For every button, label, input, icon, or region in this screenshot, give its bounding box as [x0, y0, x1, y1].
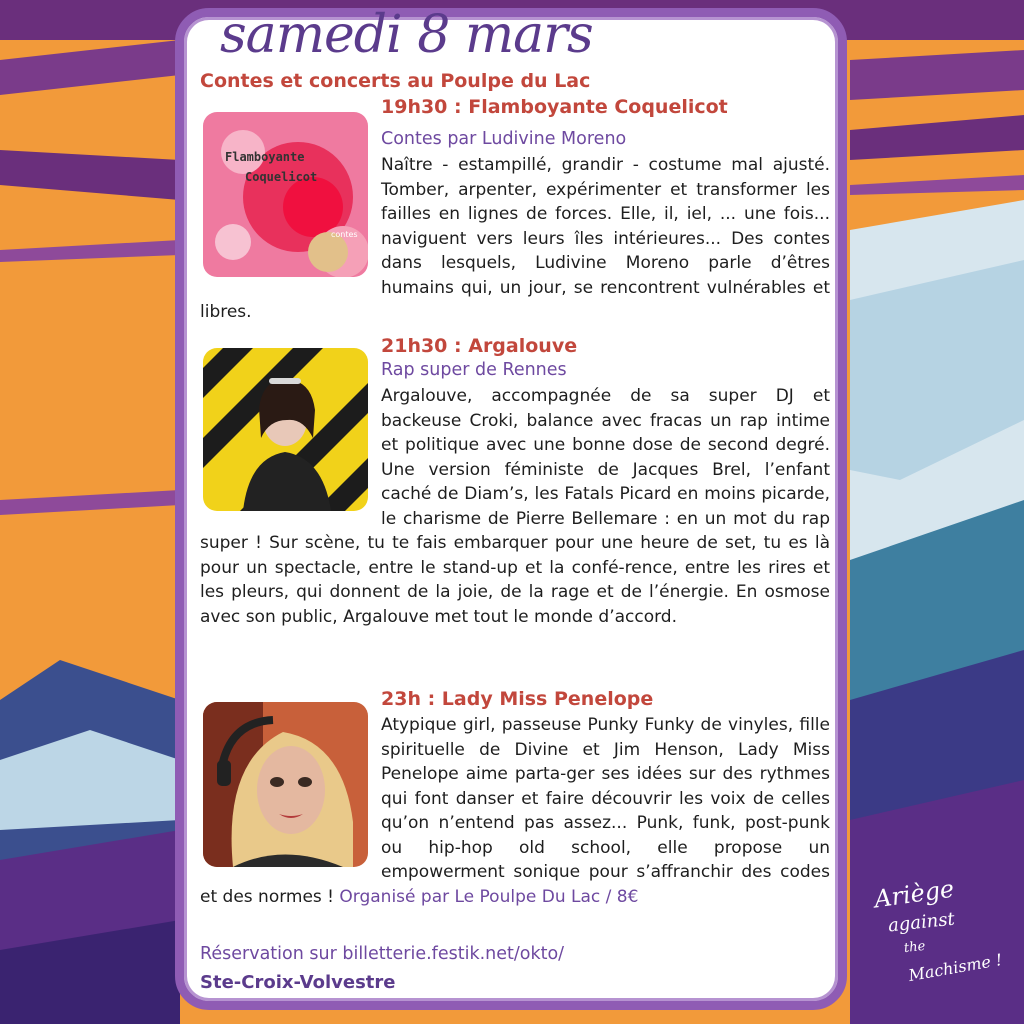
event-location: Ste-Croix-Volvestre [200, 972, 396, 993]
page-title: samedi 8 mars [220, 5, 593, 65]
act-1-title: 19h30 : Flamboyante Coquelicot [381, 96, 728, 118]
act-2-description: Argalouve, accompagnée de sa super DJ et backeuse Croki, balance avec fracas un rap intime et politique avec une bonne dose de second degré. Une version féministe de Jacques Brel, l’enfant caché de Diam’s, les Fatals Picard en moins picarde, le charisme de Pierre Bellemare : en un mot du rap super ! Sur scène, tu te fais embarquer pour une heure de set, tu es là pour un spectacle, entre le stand-up et la confé-rence, entre les rires et les pleurs, qui donnent de la joie, de la rage et de l’énergie. En osmose avec son public, Argalouve met tout le monde d’accord. [200, 386, 830, 627]
organizer-info: Organisé par Le Poulpe Du Lac / 8€ [334, 886, 639, 907]
act-1-genre: Contes par Ludivine Moreno [381, 129, 627, 149]
act-1-description: Naître - estampillé, grandir - costume mal ajusté. Tomber, arpenter, expérimenter et transformer les failles en lignes de forces. Elle, il, iel, ... une fois... naviguent vers leurs îles intérieures... Des contes dans lesquels, Ludivine Moreno parle d’êtres humains qui, un jour, se rencontrent vulnérables et libres. [200, 155, 830, 322]
reservation-info: Réservation sur billetterie.festik.net/okto/ [200, 944, 565, 964]
act-3-title: 23h : Lady Miss Penelope [381, 688, 654, 710]
ariege-against-machisme-logo: Ariège against the Machisme ! [872, 874, 1004, 986]
act-2-genre: Rap super de Rennes [381, 360, 567, 380]
act-1-image-text-2: Coquelicot [245, 170, 318, 184]
act-2-title: 21h30 : Argalouve [381, 335, 578, 357]
act-1-image-text-1: Flamboyante [225, 150, 305, 164]
act-3-description: Atypique girl, passeuse Punky Funky de vinyles, fille spirituelle de Divine et Jim Henson, Lady Miss Penelope aime parta-ger ses idées sur des rythmes qui font danser et faire découvrir les voix de celles qu’on n’entend pas assez... Punk, funk, post-punk ou hip-hop old school, elle propose un empowerment sonique pour s’affranchir des codes et des normes ! Organisé par Le Poulpe Du Lac / 8€ [200, 715, 830, 907]
event-subtitle: Contes et concerts au Poulpe du Lac [200, 70, 591, 92]
act-1-image-badge: contes [331, 230, 358, 239]
